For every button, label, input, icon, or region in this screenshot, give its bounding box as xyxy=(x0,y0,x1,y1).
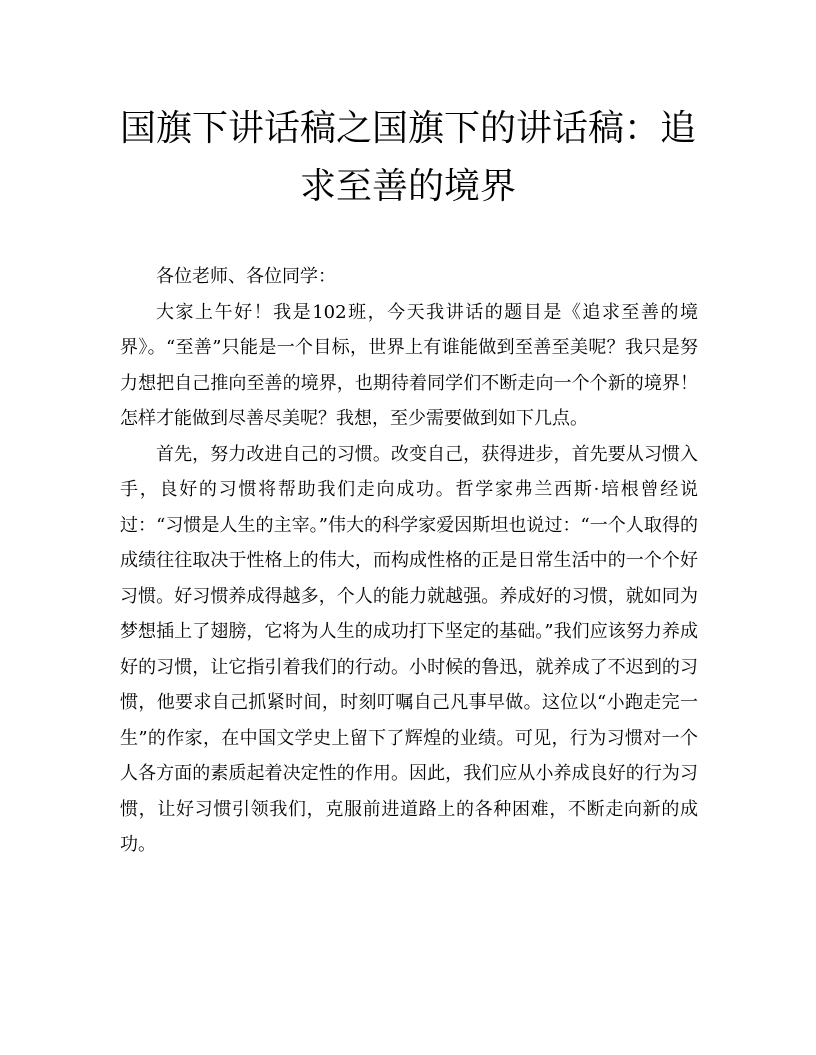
habit-paragraph: 首先，努力改进自己的习惯。改变自己，获得进步，首先要从习惯入手，良好的习惯将帮助我们走向成功。哲学家弗兰西斯·培根曾经说过：“习惯是人生的主宰。”伟大的科学家爱因斯坦也说过：“一个人取得的成绩往往取决于性格上的伟大，而构成性格的正是日常生活中的一个个好习惯。好习惯养成得越多，个人的能力就越强。养成好的习惯，就如同为梦想插上了翅膀，它将为人生的成功打下坚定的基础。”我们应该努力养成好的习惯，让它指引着我们的行动。小时候的鲁迅，就养成了不迟到的习惯，他要求自己抓紧时间，时刻叮嘱自己凡事早做。这位以“小跑走完一生”的作家，在中国文学史上留下了辉煌的业绩。可见，行为习惯对一个人各方面的素质起着决定性的作用。因此，我们应从小养成良好的行为习惯，让好习惯引领我们，克服前进道路上的各种困难，不断走向新的成功。 xyxy=(120,443,698,855)
intro-paragraph: 大家上午好！我是102班，今天我讲话的题目是《追求至善的境界》。“至善”只能是一个目标，世界上有谁能做到至善至美呢？我只是努力想把自己推向至善的境界，也期待着同学们不断走向一个个新的境界！怎样才能做到尽善尽美呢？我想，至少需要做到如下几点。 xyxy=(120,301,698,429)
document-body xyxy=(120,259,698,863)
salutation-paragraph: 各位老师、各位同学： xyxy=(156,266,336,287)
document-title: 国旗下讲话稿之国旗下的讲话稿：追求至善的境界 xyxy=(119,108,696,207)
